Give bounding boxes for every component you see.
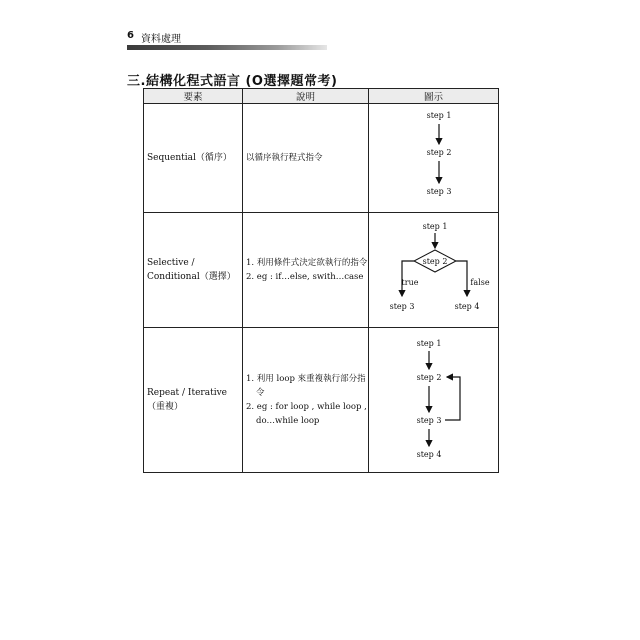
section-title: 三.結構化程式語言 (O選擇題常考) <box>127 74 338 89</box>
decision-label: step 2 <box>422 257 447 266</box>
column-header-description: 說明 <box>243 89 369 104</box>
sequential-flow-diagram <box>370 104 498 208</box>
table-row <box>144 104 499 213</box>
false-branch-arrow <box>456 261 467 296</box>
description-cell <box>243 104 369 213</box>
structured-programming-table <box>143 88 499 473</box>
loop-back-arrow <box>445 377 460 420</box>
description-cell <box>243 213 369 328</box>
page-header <box>127 30 507 46</box>
description-text: 以循序執行程式指令 <box>246 153 323 163</box>
header-rule <box>127 45 327 50</box>
true-label: true <box>401 278 418 287</box>
selective-flow-diagram <box>370 213 498 323</box>
description-item: 1. 利用 loop 來重複執行部分指令 <box>246 374 366 398</box>
flow-step: step 3 <box>416 416 441 425</box>
diagram-cell <box>369 328 499 473</box>
element-cell: Selective / Conditional（選擇） <box>144 213 243 328</box>
false-label: false <box>469 278 490 287</box>
diagram-cell <box>369 213 499 328</box>
table-row <box>144 213 499 328</box>
table-header-row <box>144 89 499 104</box>
flow-step: step 3 <box>426 187 451 196</box>
element-cell: Sequential（循序） <box>144 104 243 213</box>
flow-step: step 1 <box>426 111 451 120</box>
repeat-flow-diagram <box>370 328 498 468</box>
chapter-title: 資料處理 <box>141 34 181 45</box>
page-number: 6 <box>127 30 134 41</box>
column-header-element: 要素 <box>144 89 243 104</box>
description-item: 1. 利用條件式決定欲執行的指令 <box>246 258 368 268</box>
column-header-diagram: 圖示 <box>369 89 499 104</box>
flow-step: step 2 <box>426 148 451 157</box>
table-row <box>144 328 499 473</box>
flow-step: step 4 <box>416 450 441 459</box>
flow-step: step 1 <box>422 222 447 231</box>
element-cell: Repeat / Iterative（重複） <box>144 328 243 473</box>
description-cell <box>243 328 369 473</box>
diagram-cell <box>369 104 499 213</box>
flow-step: step 2 <box>416 373 441 382</box>
flow-step: step 3 <box>389 302 414 311</box>
description-item: 2. eg : if…else, swith…case <box>246 272 364 282</box>
description-item: 2. eg : for loop , while loop , do…while loop <box>246 402 367 426</box>
flow-step: step 1 <box>416 339 441 348</box>
flow-step: step 4 <box>454 302 479 311</box>
